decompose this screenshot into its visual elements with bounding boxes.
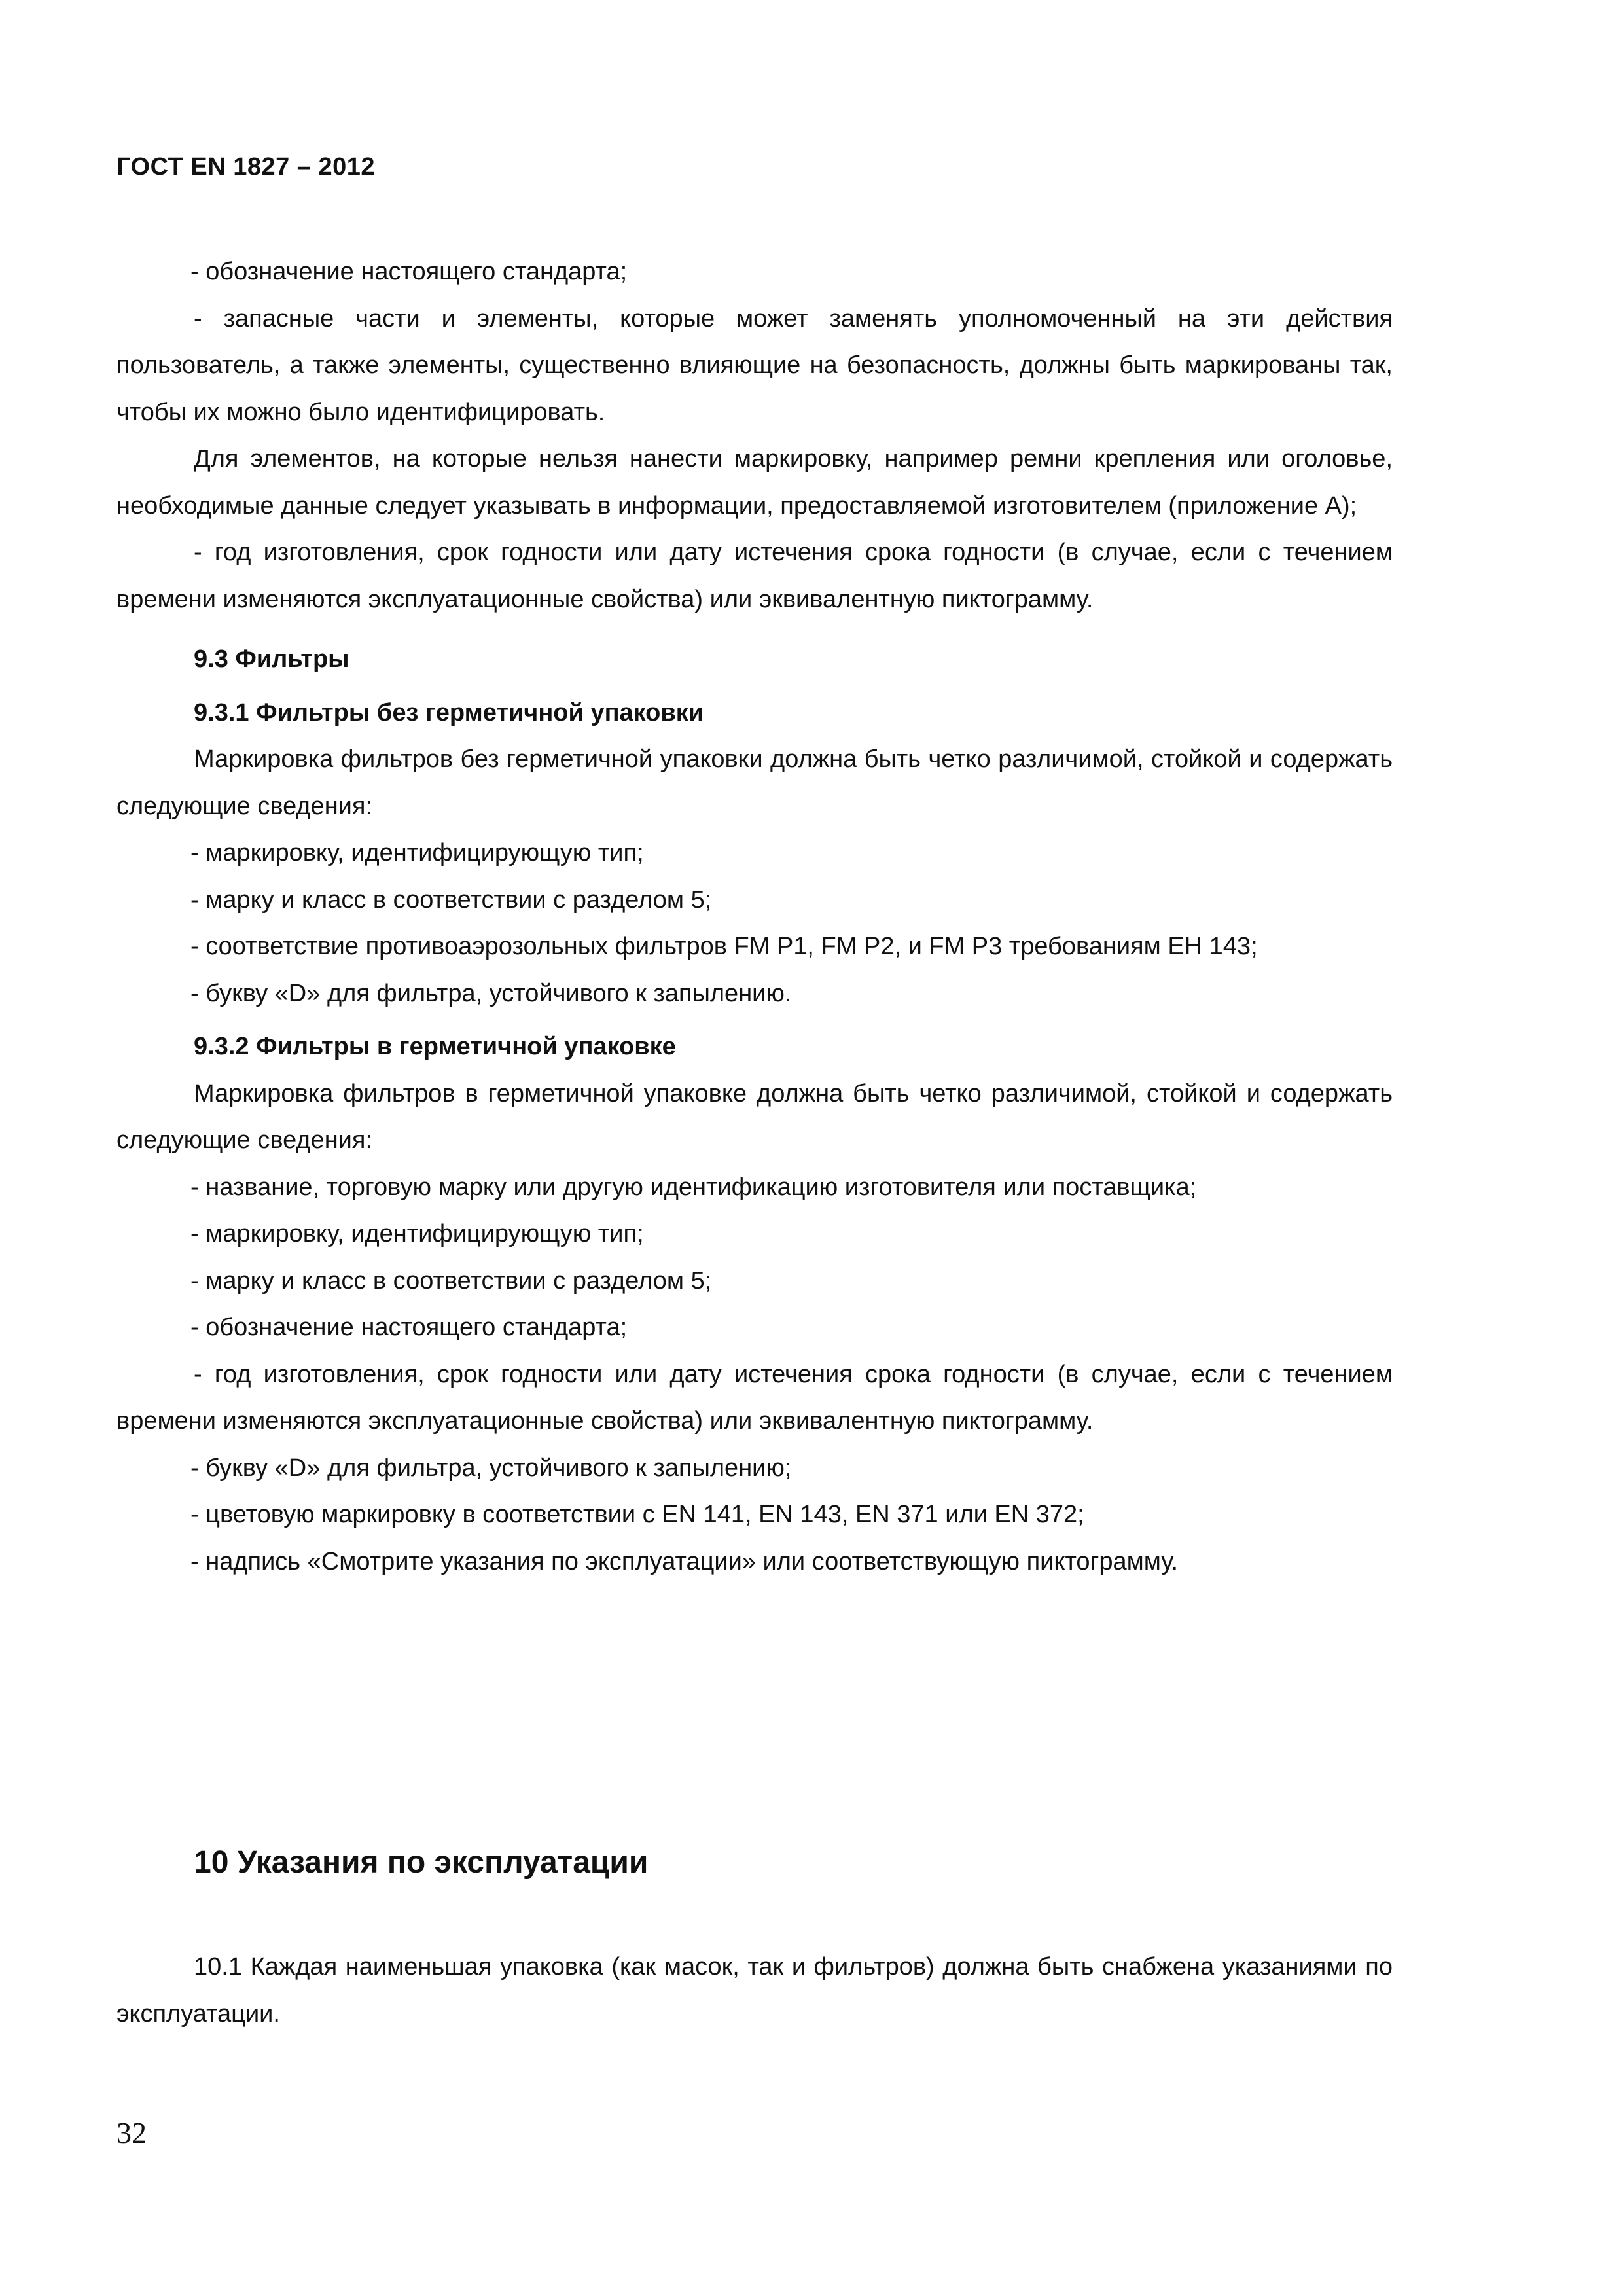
list-item: - букву «D» для фильтра, устойчивого к запылению; (190, 1454, 792, 1482)
list-item: - надпись «Смотрите указания по эксплуатации» или соответствующую пиктограмму. (190, 1547, 1179, 1575)
page-number: 32 (116, 2116, 147, 2149)
list-item: - название, торговую марку или другую идентификацию изготовителя или поставщика; (190, 1173, 1197, 1201)
subsection-heading-9-3-2: 9.3.2 Фильтры в герметичной упаковке (194, 1033, 676, 1060)
list-item: - маркировку, идентифицирующую тип; (190, 839, 644, 867)
paragraph: - запасные части и элементы, которые может заменять уполномоченный на эти действия пользователь, а также элементы, существенно влияющие на безопасность, должны быть маркированы так, чтобы их можно было идентифицировать. (116, 304, 1393, 426)
subsection-heading-9-3-1: 9.3.1 Фильтры без герметичной упаковки (194, 698, 704, 726)
paragraph: - год изготовления, срок годности или дату истечения срока годности (в случае, если с течением времени изменяются эксплуатационные свойства) или эквивалентную пиктограмму. (116, 1360, 1393, 1435)
list-item: - маркировку, идентифицирующую тип; (190, 1220, 644, 1247)
document-body (116, 249, 1393, 1585)
list-item: - марку и класс в соответствии с разделом 5; (190, 1266, 712, 1295)
list-item: - букву «D» для фильтра, устойчивого к запылению. (190, 979, 792, 1007)
paragraph: 10.1 Каждая наименьшая упаковка (как масок, так и фильтров) должна быть снабжена указаниями по эксплуатации. (116, 1953, 1393, 2028)
list-item: - обозначение настоящего стандарта; (190, 1314, 628, 1341)
paragraph: - год изготовления, срок годности или дату истечения срока годности (в случае, если с течением времени изменяются эксплуатационные свойства) или эквивалентную пиктограмму. (116, 539, 1393, 613)
paragraph: Маркировка фильтров без герметичной упаковки должна быть четко различимой, стойкой и содержать следующие сведения: (116, 745, 1393, 820)
subsection-heading-9-3: 9.3 Фильтры (194, 645, 349, 673)
list-item: - соответствие противоаэрозольных фильтров FM P1, FM P2, и FM P3 требованиям ЕН 143; (190, 933, 1258, 960)
section-heading-10: 10 Указания по эксплуатации (194, 1845, 649, 1880)
paragraph: Для элементов, на которые нельзя нанести маркировку, например ремни крепления или оголовье, необходимые данные следует указывать в информации, предоставляемой изготовителем (приложение А); (116, 445, 1393, 520)
list-item: - марку и класс в соответствии с разделом 5; (190, 886, 712, 914)
paragraph: Маркировка фильтров в герметичной упаковке должна быть четко различимой, стойкой и содержать следующие сведения: (116, 1079, 1393, 1154)
list-item: - обозначение настоящего стандарта; (190, 258, 628, 285)
section-10-body (116, 1944, 1393, 2037)
list-item: - цветовую маркировку в соответствии с EN 141, EN 143, EN 371 или EN 372; (190, 1501, 1084, 1528)
document-header: ГОСТ EN 1827 – 2012 (116, 153, 376, 181)
